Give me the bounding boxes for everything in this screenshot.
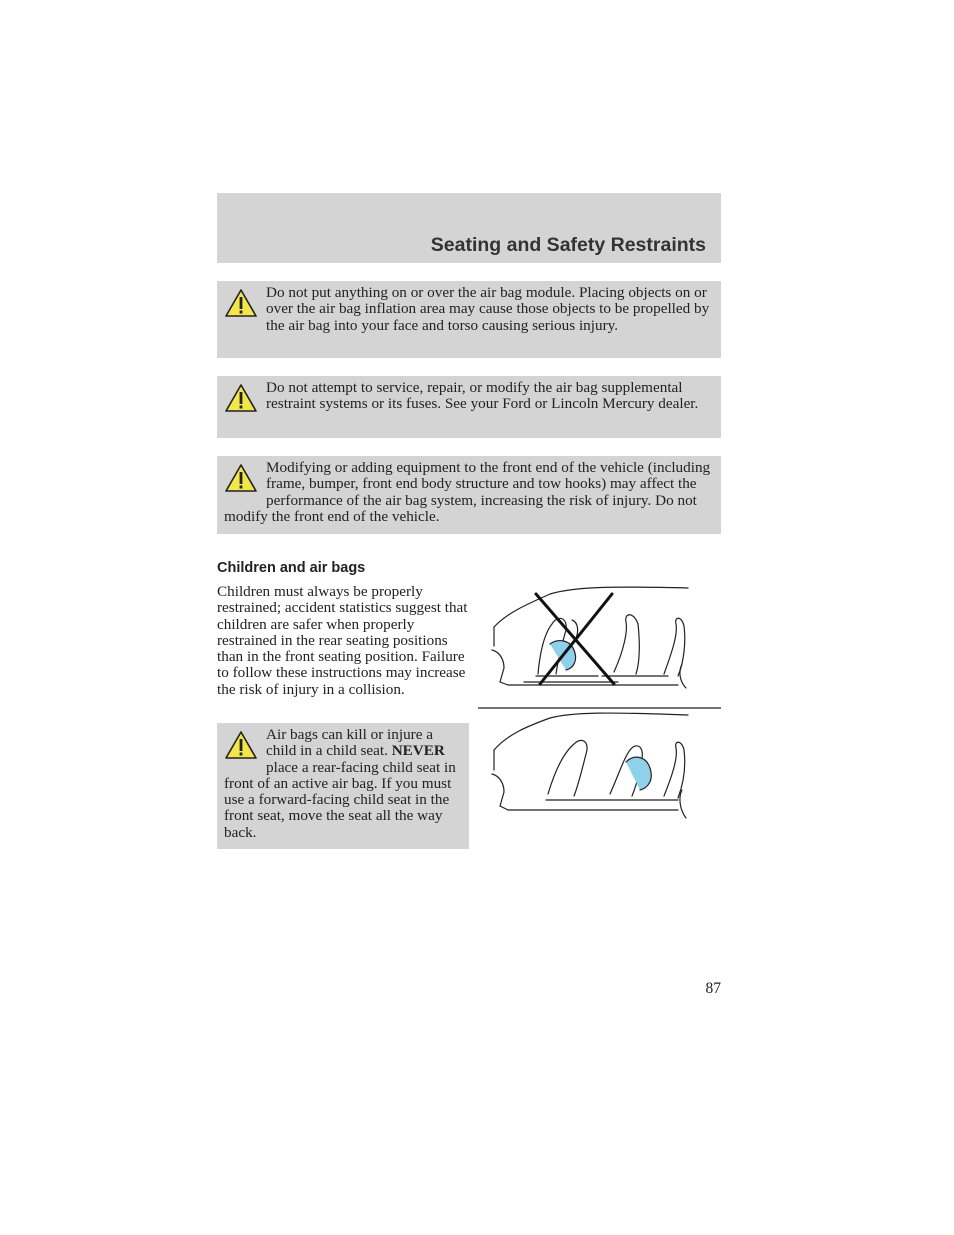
- section-heading: Children and air bags: [217, 560, 366, 576]
- warning-triangle-icon: [224, 383, 258, 413]
- warning-box-air-bag-module: [217, 281, 721, 358]
- child-seat-illustration: [478, 582, 721, 832]
- header-band: [217, 193, 721, 263]
- warning-text: Do not attempt to service, repair, or modify the air bag supplemental restraint systems or its fuses. See your Ford or Lincoln Mercury dealer.: [266, 379, 699, 413]
- warning-text: Do not put anything on or over the air bag module. Placing objects on or over the air bag inflation area may cause those objects to be propelled by the air bag into your face and torso causing serious injury.: [266, 284, 710, 334]
- page-number: 87: [705, 980, 721, 997]
- warning-triangle-icon: [224, 730, 258, 760]
- warning-text: Air bags can kill or injure a child in a child seat. NEVER place a rear-facing child seat in front of an active air bag. If you must use a forward-facing child seat in the front seat, move the seat all the way back.: [224, 726, 456, 841]
- page-title: Seating and Safety Restraints: [430, 234, 706, 256]
- warning-box-front-end: [217, 456, 721, 534]
- section-body: Children must always be properly restrained; accident statistics suggest that children are safer when properly restrained in the rear seating positions than in the front seating position. Failure to follow these instructions may increase the risk of injury in a collision.: [217, 583, 468, 698]
- warning-text: Modifying or adding equipment to the front end of the vehicle (including frame, bumper, front end body structure and tow hooks) may affect the performance of the air bag system, increasing the risk of injury. Do not modify the front end of the vehicle.: [224, 459, 711, 526]
- prohibited-x-icon: [536, 594, 614, 684]
- warning-triangle-icon: [224, 288, 258, 318]
- warning-box-child-seat: [217, 723, 469, 849]
- car-forward-facing-seat-diagram: [492, 713, 688, 818]
- warning-box-service: [217, 376, 721, 438]
- car-rear-facing-seat-diagram: [492, 587, 688, 688]
- warning-triangle-icon: [224, 463, 258, 493]
